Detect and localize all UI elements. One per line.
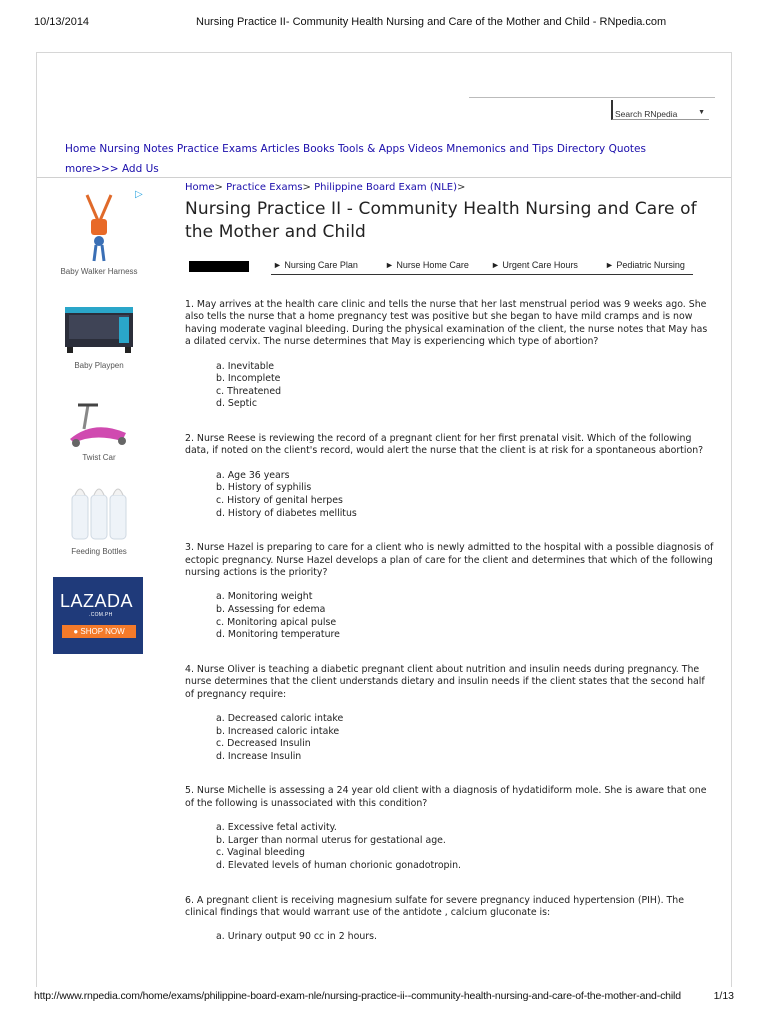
option: a. Inevitable [216,360,275,372]
nav-books[interactable]: Books [303,143,335,155]
question-stem: 6. A pregnant client is receiving magnesium sulfate for severe pregnancy induced hypertension (PIH). The clinical findings that would warrant use of the antidote , calcium gluconate is: [185,894,684,918]
option: c. History of genital herpes [216,495,343,506]
baby-walker-image [79,193,119,263]
option: d. Monitoring temperature [216,629,340,641]
print-page-number: 1/13 [713,990,734,1002]
print-header [0,16,768,32]
nav-tools-apps[interactable]: Tools & Apps [337,143,405,155]
option: c. Threatened [216,385,282,397]
link-nurse-home-care[interactable]: ► Nurse Home Care [385,260,469,270]
nav-mnemonics[interactable]: Mnemonics and Tips [446,143,554,155]
search-placeholder: Search RNpedia [615,109,678,119]
nav-more[interactable]: more>>> [65,163,119,175]
ad-black-bar [189,261,249,272]
question-stem: 3. Nurse Hazel is preparing to care for a client who is newly admitted to the hospital with a possible diagnosis of ectopic pregnancy. Nurse Hazel develops a plan of care for the client and determines that which of the following nursing actions is the priority? [185,542,714,578]
option: d. Increase Insulin [216,750,302,762]
question [185,785,715,872]
ad-baby-playpen[interactable] [51,301,147,370]
ad-baby-walker[interactable] [51,193,147,276]
adchoices-icon[interactable]: ▷ [135,189,143,200]
nav-practice-exams[interactable]: Practice Exams [176,143,258,155]
ad-label: Feeding Bottles [71,547,127,556]
option-list [216,931,715,944]
print-date: 10/13/2014 [34,16,90,28]
option: c. Monitoring apical pulse [216,616,337,628]
breadcrumb [185,181,725,194]
playpen-image [59,301,139,357]
option: a. Urinary output 90 cc in 2 hours. [216,931,378,943]
question [185,299,715,411]
link-bar-underline [271,274,693,275]
web-page [36,52,732,987]
option-list [216,470,715,520]
option: d. History of diabetes mellitus [216,507,357,519]
option: c. Vaginal bleeding [216,847,305,859]
breadcrumb-sep: > [457,182,466,193]
shop-now-label: SHOP NOW [80,627,125,636]
option: b. History of syphilis [216,482,312,494]
print-title: Nursing Practice II- Community Health Nursing and Care of the Mother and Child - RNpedia.com [196,16,667,28]
dropdown-arrow-icon[interactable]: ▼ [698,109,705,116]
nav-nursing-notes[interactable]: Nursing Notes [99,143,174,155]
option: a. Decreased caloric intake [216,713,344,724]
question [185,433,715,520]
breadcrumb-sep: > [302,182,311,193]
option: d. Elevated levels of human chorionic gonadotropin. [216,859,462,871]
main-content [185,181,725,943]
ad-label: Twist Car [82,453,116,462]
option: d. Septic [216,398,258,410]
twist-car-image [64,399,134,449]
question [185,664,715,764]
link-pediatric-nursing[interactable]: ► Pediatric Nursing [605,260,685,270]
option-list [216,713,715,763]
shop-now-button[interactable] [62,625,136,638]
breadcrumb-practice-exams[interactable]: Practice Exams [226,182,303,193]
top-navigation [65,139,675,179]
ad-twist-car[interactable] [51,399,147,462]
print-url: http://www.rnpedia.com/home/exams/philippine-board-exam-nle/nursing-practice-ii--community-health-nursing-and-care-of-the-mother-and-child [34,990,681,1002]
lazada-logo-text: LAZADA [60,591,134,611]
lazada-sub: .COM.PH [89,612,113,618]
option: b. Larger than normal uterus for gestational age. [216,834,446,846]
question-list [185,299,715,966]
question [185,895,715,944]
print-footer [0,990,768,1006]
option: a. Excessive fetal activity. [216,822,337,834]
option: b. Incomplete [216,373,281,385]
nav-articles[interactable]: Articles [260,143,300,155]
link-nursing-care-plan[interactable]: ► Nursing Care Plan [273,260,358,270]
page-title: Nursing Practice II - Community Health Nursing and Care of the Mother and Child [185,199,697,242]
question-stem: 4. Nurse Oliver is teaching a diabetic pregnant client about nutrition and insulin needs during pregnancy. The nurse determines that the client understands dietary and insulin needs if the client states that the second half of pregnancy require: [185,663,705,700]
search-area [469,97,715,123]
lazada-banner[interactable] [53,577,143,654]
nav-add-us[interactable]: Add Us [121,163,159,175]
ad-label: Baby Walker Harness [60,267,138,276]
nav-divider [37,177,732,178]
nav-directory[interactable]: Directory [556,143,606,155]
option-list [216,361,715,411]
nav-quotes[interactable]: Quotes [608,143,646,155]
nav-home[interactable]: Home [65,143,97,155]
breadcrumb-home[interactable]: Home [185,182,215,193]
ad-label: Baby Playpen [74,361,124,370]
play-icon: ● [73,627,81,636]
breadcrumb-nle[interactable]: Philippine Board Exam (NLE) [314,182,457,193]
question-stem: 2. Nurse Reese is reviewing the record of a pregnant client for her first prenatal visit. Which of the following data, if noted on the client's record, would alert the nurse that the client is at risk for a spontaneous abortion? [185,433,704,457]
ad-feeding-bottles[interactable] [51,481,147,556]
nav-videos[interactable]: Videos [408,143,443,155]
ad-link-bar [189,259,693,275]
question-stem: 1. May arrives at the health care clinic and tells the nurse that her last menstrual period was 9 weeks ago. She also tells the nurse that a home pregnancy test was positive but she began to have mild cramps and is now having moderate vaginal bleeding. During the physical examination of the client, the nurse notes that May has a dilated cervix. The nurse determines that May is experiencing which type of abortion? [185,299,708,348]
search-input[interactable] [611,100,709,120]
link-urgent-care-hours[interactable]: ► Urgent Care Hours [491,260,578,270]
option: a. Age 36 years [216,469,290,481]
question [185,542,715,642]
option: a. Monitoring weight [216,591,313,603]
option-list [216,822,715,872]
option: b. Increased caloric intake [216,725,340,737]
feeding-bottles-image [64,481,134,543]
option: b. Assessing for edema [216,604,326,615]
option-list [216,591,715,641]
question-stem: 5. Nurse Michelle is assessing a 24 year old client with a diagnosis of hydatidiform mole. She is aware that one of the following is unassociated with this condition? [185,785,707,809]
breadcrumb-sep: > [214,182,223,193]
option: c. Decreased Insulin [216,738,311,750]
